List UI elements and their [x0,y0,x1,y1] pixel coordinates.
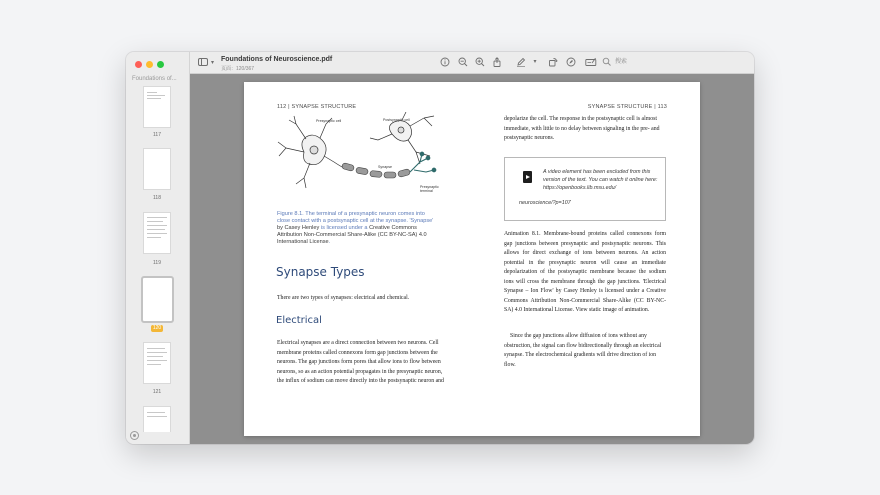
caption-text: Figure 8.1. The terminal of a presynaptic neuron comes into close contact with a postsynaptic cell at the synapse. 'Synapse' [277,211,434,224]
video-placeholder-text[interactable]: A video element has been excluded from this version of the text. You can watch it online here: https://openbooks.lib.msu.edu/ [543,169,658,191]
share-icon[interactable] [492,57,502,67]
zoom-out-icon[interactable] [458,57,468,67]
video-link-text[interactable]: neuroscience/?p=107 [519,200,571,206]
annotate-icon[interactable] [566,57,576,67]
heading-electrical: Electrical [276,315,322,326]
sidebar-title: Foundations of... [132,76,177,82]
axon-myelin-drawing [341,163,410,178]
paragraph-types: There are two types of synapses: electrical and chemical. [277,295,410,301]
pdf-page-spread [244,82,700,436]
form-fill-icon[interactable] [585,57,595,67]
figure-caption: Figure 8.1. The terminal of a presynaptic neuron comes into close contact with a postsynaptic cell at the synapse. 'Synapse' by Casey Henley is licensed under a Creative Commons Attribution Non-Commercial Share-Alike (CC BY-NC-SA) 4.0 International License. [277,211,434,245]
info-icon[interactable] [440,57,450,67]
zoom-in-icon[interactable] [475,57,485,67]
search-field[interactable]: 搜索 [615,59,628,65]
document-viewer[interactable] [190,74,754,444]
header-left: 112 | SYNAPSE STRUCTURE [277,104,357,110]
thumbnail-page-122[interactable] [143,406,171,432]
paragraph-animation: Animation 8.1. Membrane-bound proteins called connexons form gap junctions between presynaptic and postsynaptic neurons. This allows for direct exchange of ions between neurons. An action potential in the presynaptic neuron will cause an immediate depolarization of the postsynaptic membrane because the sodium ions will cross the membrane through the gap junctions. 'Electrical Synapse – Ion Flow' by Casey Henley is licensed under a Creative Commons Attribution Non-Commercial Share-Alike (CC BY-NC-SA) 4.0 International License. View static image of animation. [504,231,666,313]
video-placeholder-box [504,157,666,221]
minimize-button[interactable] [146,61,153,68]
selected-page-badge: 120 [152,325,162,331]
search-icon[interactable] [602,57,612,67]
label-presynaptic-cell: Presynaptic cell [316,119,342,123]
thumbnail-label-119: 119 [153,260,161,266]
sidebar-settings-icon[interactable] [130,431,139,440]
thumbnail-label-118: 118 [153,195,161,201]
label-synapse: Synapse [378,165,392,169]
rotate-icon[interactable] [548,57,558,67]
thumbnail-page-121[interactable] [143,342,171,384]
zoom-button[interactable] [157,61,164,68]
thumbnail-page-119[interactable] [143,212,171,254]
synapse-terminal-drawing [410,152,436,172]
label-presynaptic-terminal: Presynaptic terminal [420,185,439,194]
caption-author-link[interactable]: Casey Henley [284,225,320,231]
video-file-icon [523,171,532,183]
document-title: Foundations of Neuroscience.pdf [221,56,333,63]
thumbnail-sidebar [126,52,190,444]
thumbnail-label-117: 117 [153,132,161,138]
heading-synapse-types: Synapse Types [276,265,365,279]
page-indicator: 页面：120/367 [221,66,255,72]
header-right: SYNAPSE STRUCTURE | 113 [587,104,667,110]
thumbnail-page-117[interactable] [143,86,171,128]
thumbnail-page-120-selected[interactable] [141,276,174,323]
thumbnail-page-118[interactable] [143,148,171,190]
label-postsynaptic-cell: Postsynaptic cell [383,118,410,122]
preview-window [126,52,754,444]
toolbar [190,52,754,74]
paragraph-electrical: Electrical synapses are a direct connection between two neurons. Cell membrane proteins called connexons form gap junctions between the neurons. The gap junctions form pores that allow ions to flow between neurons, so as an action potential propagates in the presynaptic neuron, the influx of sodium can move directly into the postsynaptic neuron and [277,340,444,384]
markup-chevron-icon[interactable]: ▾ [533,59,537,65]
caption-license-link[interactable]: Creative Commons Attribution Non-Commercial Share-Alike (CC BY-NC-SA) 4.0 International License [277,225,427,245]
paragraph-right-top: depolarize the cell. The response in the postsynaptic cell is almost immediate, with little to no delay between signaling in the pre- and postsynaptic neurons. [504,116,660,141]
thumbnail-label-121: 121 [152,389,162,395]
chevron-down-icon[interactable]: ▾ [211,60,215,66]
close-button[interactable] [135,61,142,68]
sidebar-toggle-icon[interactable] [198,58,208,66]
paragraph-since: Since the gap junctions allow diffusion of ions without any obstruction, the signal can flow bidirectionally through an electrical synapse. The electrochemical gradients will drive direction of ion flow. [504,333,662,368]
synapse-figure [274,112,440,212]
markup-pen-icon[interactable] [516,57,526,67]
window-controls [135,61,164,68]
presynaptic-neuron-drawing [278,116,344,188]
